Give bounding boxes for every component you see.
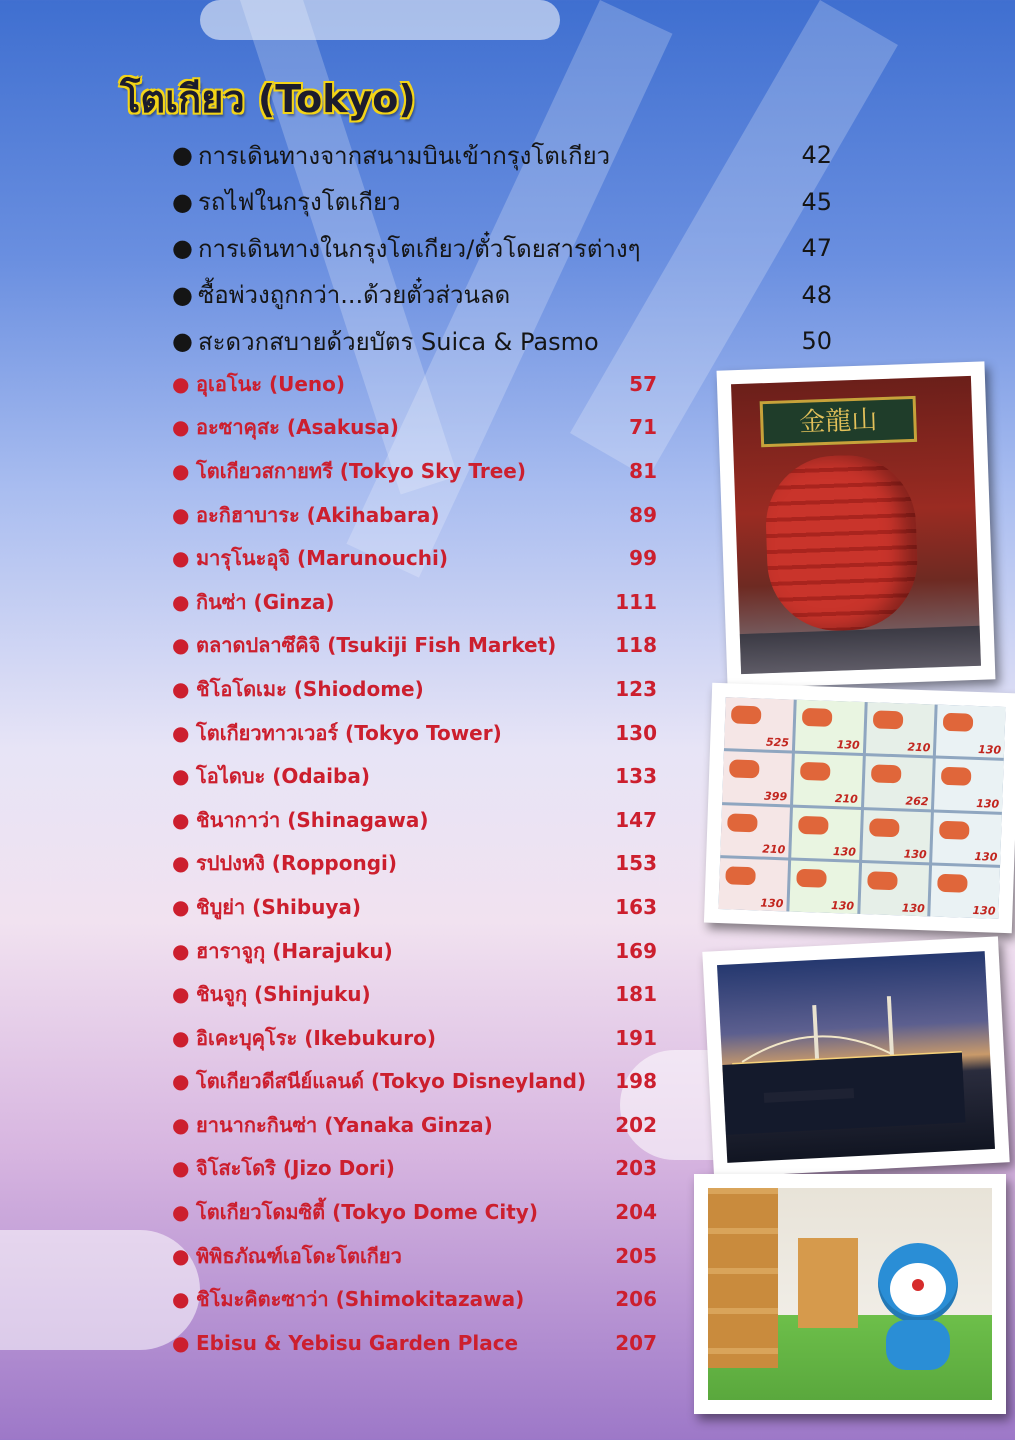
sushi-menu-card — [793, 753, 862, 806]
bullet-icon: ● — [172, 1330, 190, 1355]
photo-rainbow-bridge-night — [702, 936, 1009, 1177]
toc-entry-page-number: 99 — [629, 546, 657, 571]
toc-entry-page-number: 71 — [629, 415, 657, 440]
toc-entry[interactable] — [172, 272, 832, 319]
bullet-icon: ● — [172, 1156, 190, 1181]
toc-entry[interactable] — [172, 493, 657, 537]
bullet-icon: ● — [172, 851, 190, 876]
sushi-menu-card — [724, 697, 793, 750]
toc-entry[interactable] — [172, 1060, 657, 1104]
toc-entry[interactable] — [172, 1147, 657, 1191]
toc-entry[interactable] — [172, 929, 657, 973]
toc-entry-label: Ebisu & Yebisu Garden Place — [196, 1330, 519, 1355]
toc-entry-page-number: 181 — [615, 982, 657, 1007]
toc-entry[interactable] — [172, 1277, 657, 1321]
doraemon-figure — [878, 1243, 958, 1323]
sushi-price: 210 — [834, 791, 859, 806]
sushi-menu-card — [791, 807, 860, 860]
sushi-price: 210 — [907, 740, 931, 755]
photo-kaminarimon-lantern — [717, 361, 996, 688]
bullet-icon: ● — [172, 764, 190, 789]
sushi-price: 210 — [762, 842, 786, 857]
sushi-price: 130 — [976, 796, 1000, 811]
toc-entry-page-number: 203 — [615, 1156, 657, 1181]
toc-entry[interactable] — [172, 885, 657, 929]
sushi-dish — [800, 762, 831, 781]
bullet-icon: ● — [172, 280, 193, 309]
sushi-price: 262 — [905, 794, 929, 808]
bullet-icon: ● — [172, 1112, 190, 1137]
toc-entry-page-number: 89 — [629, 502, 657, 527]
toc-entry-label: ชินากาว่า (Shinagawa) — [196, 807, 429, 832]
sushi-menu-card — [795, 700, 864, 753]
toc-entry[interactable] — [172, 132, 832, 179]
toc-entry-page-number: 163 — [615, 894, 657, 919]
background-cloud — [200, 0, 560, 40]
bullet-icon: ● — [172, 415, 190, 440]
sushi-menu-card — [932, 812, 1001, 865]
toc-entry[interactable] — [172, 225, 832, 272]
toc-entry-page-number: 202 — [615, 1112, 657, 1137]
photo-doraemon-room — [694, 1174, 1006, 1414]
district-toc-list — [172, 362, 657, 1365]
bullet-icon: ● — [172, 546, 190, 571]
toc-entry[interactable] — [172, 972, 657, 1016]
toc-entry-label: อิเคะบุคุโระ (Ikebukuro) — [196, 1025, 436, 1050]
toc-entry-page-number: 42 — [801, 141, 832, 170]
toc-entry[interactable] — [172, 179, 832, 226]
sushi-price: 130 — [974, 850, 998, 864]
toc-entry[interactable] — [172, 1103, 657, 1147]
toc-entry-page-number: 130 — [615, 720, 657, 745]
bullet-icon: ● — [172, 327, 193, 356]
bullet-icon: ● — [172, 1069, 190, 1094]
sushi-menu-card — [931, 866, 1000, 919]
toc-entry[interactable] — [172, 1016, 657, 1060]
toc-entry-label: สะดวกสบายด้วยบัตร Suica & Pasmo — [198, 327, 599, 356]
sushi-dish — [802, 708, 833, 727]
bullet-icon: ● — [172, 187, 193, 216]
toc-entry-page-number: 206 — [615, 1287, 657, 1312]
bullet-icon: ● — [172, 458, 190, 483]
toc-entry-page-number: 123 — [615, 676, 657, 701]
toc-entry-label: ชิโอโดเมะ (Shiodome) — [196, 676, 424, 701]
sushi-price: 130 — [836, 737, 860, 752]
sushi-menu-card — [936, 705, 1005, 758]
toc-entry-label: โอไดบะ (Odaiba) — [196, 764, 370, 789]
toc-entry-page-number: 48 — [801, 280, 832, 309]
toc-entry[interactable] — [172, 1234, 657, 1278]
sushi-dish — [872, 710, 903, 729]
toc-entry[interactable] — [172, 536, 657, 580]
toc-entry-page-number: 111 — [615, 589, 657, 614]
toc-entry-label: รถไฟในกรุงโตเกียว — [198, 188, 401, 217]
photo-sushi-price-board — [704, 683, 1015, 934]
toc-entry-page-number: 169 — [615, 938, 657, 963]
toc-entry-label: ชิโมะคิตะซาว่า (Shimokitazawa) — [196, 1287, 525, 1312]
page-title: โตเกียว (Tokyo) — [120, 77, 416, 121]
sushi-price: 399 — [763, 789, 788, 803]
sushi-menu-card — [865, 702, 934, 755]
toc-entry-label: ยานากะกินซ่า (Yanaka Ginza) — [196, 1112, 493, 1137]
toc-entry-label: พิพิธภัณฑ์เอโดะโตเกียว — [196, 1243, 402, 1268]
background-cloud — [0, 1230, 200, 1350]
toc-entry-label: อะซาคุสะ (Asakusa) — [196, 415, 399, 440]
sushi-menu-card — [862, 810, 931, 863]
sushi-menu-card — [864, 756, 933, 809]
sushi-dish — [798, 815, 829, 834]
bullet-icon: ● — [172, 1025, 190, 1050]
toc-entry-page-number: 50 — [801, 327, 832, 356]
bullet-icon: ● — [172, 938, 190, 963]
toc-entry-page-number: 198 — [615, 1069, 657, 1094]
sushi-price: 130 — [832, 845, 857, 860]
toc-entry-label: รปปงหงิ (Roppongi) — [196, 851, 398, 876]
bullet-icon: ● — [172, 141, 193, 170]
sushi-dish — [731, 705, 762, 724]
sushi-dish — [939, 820, 970, 839]
sushi-menu-card — [860, 863, 929, 916]
toc-entry-page-number: 204 — [615, 1200, 657, 1225]
bullet-icon: ● — [172, 633, 190, 658]
toc-entry[interactable] — [172, 1190, 657, 1234]
toc-entry[interactable] — [172, 798, 657, 842]
bullet-icon: ● — [172, 676, 190, 701]
bullet-icon: ● — [172, 894, 190, 919]
red-lantern — [764, 453, 920, 633]
toc-entry[interactable] — [172, 754, 657, 798]
toc-entry[interactable] — [172, 1321, 657, 1365]
bullet-icon: ● — [172, 589, 190, 614]
toc-entry-page-number: 45 — [801, 187, 832, 216]
toc-entry-label: การเดินทางในกรุงโตเกียว/ตั๋วโดยสารต่างๆ — [198, 234, 641, 263]
bullet-icon: ● — [172, 1243, 190, 1268]
bullet-icon: ● — [172, 371, 190, 396]
sushi-price: 130 — [760, 896, 784, 911]
toc-entry-label: ตลาดปลาซึคิจิ (Tsukiji Fish Market) — [196, 633, 557, 658]
toc-entry-label: โตเกียวดีสนีย์แลนด์ (Tokyo Disneyland) — [196, 1069, 587, 1094]
toc-entry[interactable] — [172, 667, 657, 711]
sushi-dish — [727, 813, 758, 832]
toc-entry-label: ชิบูย่า (Shibuya) — [196, 894, 362, 919]
toc-entry-page-number: 207 — [615, 1330, 657, 1355]
toc-entry[interactable] — [172, 318, 832, 365]
sushi-dish — [870, 764, 901, 783]
toc-entry-label: ฮาราจูกุ (Harajuku) — [196, 938, 393, 963]
sushi-price: 130 — [977, 742, 1002, 757]
toc-entry-label: มารุโนะอุจิ (Marunouchi) — [196, 546, 448, 571]
sushi-price: 525 — [765, 735, 790, 750]
rainbow-bridge-illustration — [717, 953, 966, 1135]
bullet-icon: ● — [172, 982, 190, 1007]
toc-entry[interactable] — [172, 711, 657, 755]
toc-entry-label: จิโสะโดริ (Jizo Dori) — [196, 1156, 395, 1181]
desk — [798, 1238, 858, 1328]
bullet-icon: ● — [172, 807, 190, 832]
bookshelf — [708, 1188, 778, 1368]
sushi-price: 130 — [972, 903, 996, 918]
toc-entry-page-number: 191 — [615, 1025, 657, 1050]
bullet-icon: ● — [172, 1200, 190, 1225]
toc-entry[interactable] — [172, 449, 657, 493]
sushi-menu-card — [722, 751, 791, 804]
toc-entry[interactable] — [172, 362, 657, 406]
toc-entry-page-number: 118 — [615, 633, 657, 658]
toc-entry-label: การเดินทางจากสนามบินเข้ากรุงโตเกียว — [198, 141, 611, 170]
sushi-dish — [725, 867, 756, 886]
sushi-price: 130 — [901, 901, 925, 916]
toc-entry-label: โตเกียวทาวเวอร์ (Tokyo Tower) — [196, 720, 502, 745]
sushi-dish — [729, 759, 760, 778]
lantern-sign-text: 金龍山 — [798, 405, 878, 438]
toc-entry-page-number: 57 — [629, 371, 657, 396]
sushi-dish — [941, 767, 972, 786]
toc-entry-page-number: 81 — [629, 458, 657, 483]
toc-entry-label: โตเกียวโดมซิตี้ (Tokyo Dome City) — [196, 1200, 538, 1225]
sushi-menu-card — [934, 758, 1003, 811]
toc-entry-label: อะกิฮาบาระ (Akihabara) — [196, 502, 440, 527]
bullet-icon: ● — [172, 720, 190, 745]
toc-entry-page-number: 147 — [615, 807, 657, 832]
bullet-icon: ● — [172, 1287, 190, 1312]
sushi-menu-card — [720, 805, 789, 858]
toc-entry[interactable] — [172, 580, 657, 624]
sushi-dish — [869, 818, 900, 837]
sushi-dish — [796, 869, 827, 888]
toc-entry-page-number: 153 — [615, 851, 657, 876]
sushi-dish — [937, 874, 968, 893]
toc-entry-page-number: 47 — [801, 234, 832, 263]
toc-entry[interactable] — [172, 842, 657, 886]
sushi-dish — [943, 713, 974, 732]
sushi-price: 130 — [830, 898, 855, 913]
toc-entry-page-number: 205 — [615, 1243, 657, 1268]
bullet-icon: ● — [172, 234, 193, 263]
toc-entry-label: อุเอโนะ (Ueno) — [196, 371, 346, 396]
primary-toc-list — [172, 132, 832, 365]
sushi-price: 130 — [903, 847, 927, 862]
sushi-dish — [867, 871, 898, 890]
toc-entry-label: ชินจูกุ (Shinjuku) — [196, 982, 371, 1007]
toc-entry-label: โตเกียวสกายทรี (Tokyo Sky Tree) — [196, 458, 526, 483]
bullet-icon: ● — [172, 502, 190, 527]
toc-entry-page-number: 133 — [615, 764, 657, 789]
toc-entry[interactable] — [172, 406, 657, 450]
toc-entry-label: ซื้อพ่วงถูกกว่า...ด้วยตั๋วส่วนลด — [198, 281, 511, 310]
toc-entry-label: กินซ่า (Ginza) — [196, 589, 335, 614]
sushi-menu-card — [789, 861, 858, 914]
sushi-menu-card — [718, 858, 787, 911]
lantern-sign — [760, 396, 918, 447]
toc-entry[interactable] — [172, 624, 657, 668]
